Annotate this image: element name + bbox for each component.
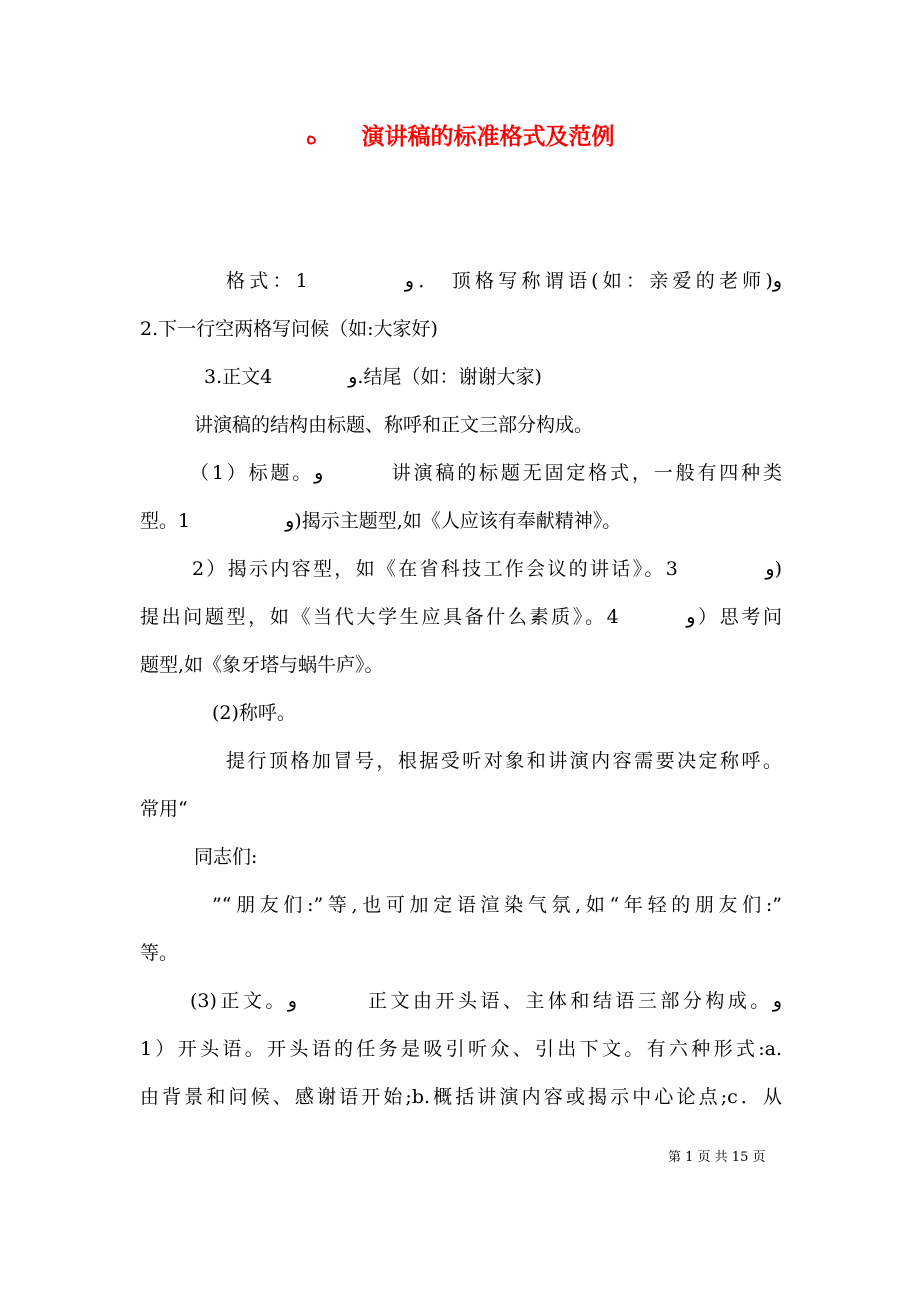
body-line-17: 1）开头语。开头语的任务是吸引听众、引出下文。有六种形式:a.	[140, 1038, 782, 1060]
page-number-footer: 第 1 页 共 15 页	[668, 1150, 766, 1165]
body-line-8: 提出问题型，如《当代大学生应具备什么素质》。4 و）思考问	[140, 606, 782, 628]
body-line-11: 提行顶格加冒号，根据受听对象和讲演内容需要决定称呼。	[226, 750, 782, 772]
body-line-15: 等。	[140, 942, 179, 964]
body-line-13: 同志们:	[194, 846, 258, 868]
body-line-18: 由背景和问候、感谢语开始;b.概括讲演内容或揭示中心论点;c．从	[140, 1086, 782, 1108]
body-line-9: 题型,如《象牙塔与蜗牛庐》。	[140, 654, 384, 676]
body-line-6: 型。1 و)揭示主题型,如《人应该有奉献精神》。	[140, 510, 622, 532]
document-title: 演讲稿的标准格式及范例	[361, 124, 615, 150]
body-line-1: 格式：1 و． 顶格写称谓语(如：亲爱的老师)و	[226, 270, 782, 292]
body-line-2: 2.下一行空两格写问候（如:大家好)	[140, 318, 438, 340]
body-line-14: ”“朋友们:”等,也可加定语渲染气氛,如“年轻的朋友们:”	[212, 894, 782, 916]
title-marker-glyph: ه	[305, 124, 318, 150]
body-line-4: 讲演稿的结构由标题、称呼和正文三部分构成。	[194, 414, 594, 436]
body-line-10: (2)称呼。	[212, 702, 296, 724]
body-line-16: (3)正文。و 正文由开头语、主体和结语三部分构成。و	[190, 990, 782, 1012]
body-line-5: （1）标题。و 讲演稿的标题无固定格式，一般有四种类	[190, 462, 782, 484]
body-line-12: 常用“	[140, 798, 188, 820]
body-line-3: 3.正文4 و.结尾（如：谢谢大家)	[204, 366, 542, 388]
document-title-row	[0, 118, 920, 151]
body-line-7: 2）揭示内容型，如《在省科技工作会议的讲话》。3 و)	[192, 558, 782, 580]
